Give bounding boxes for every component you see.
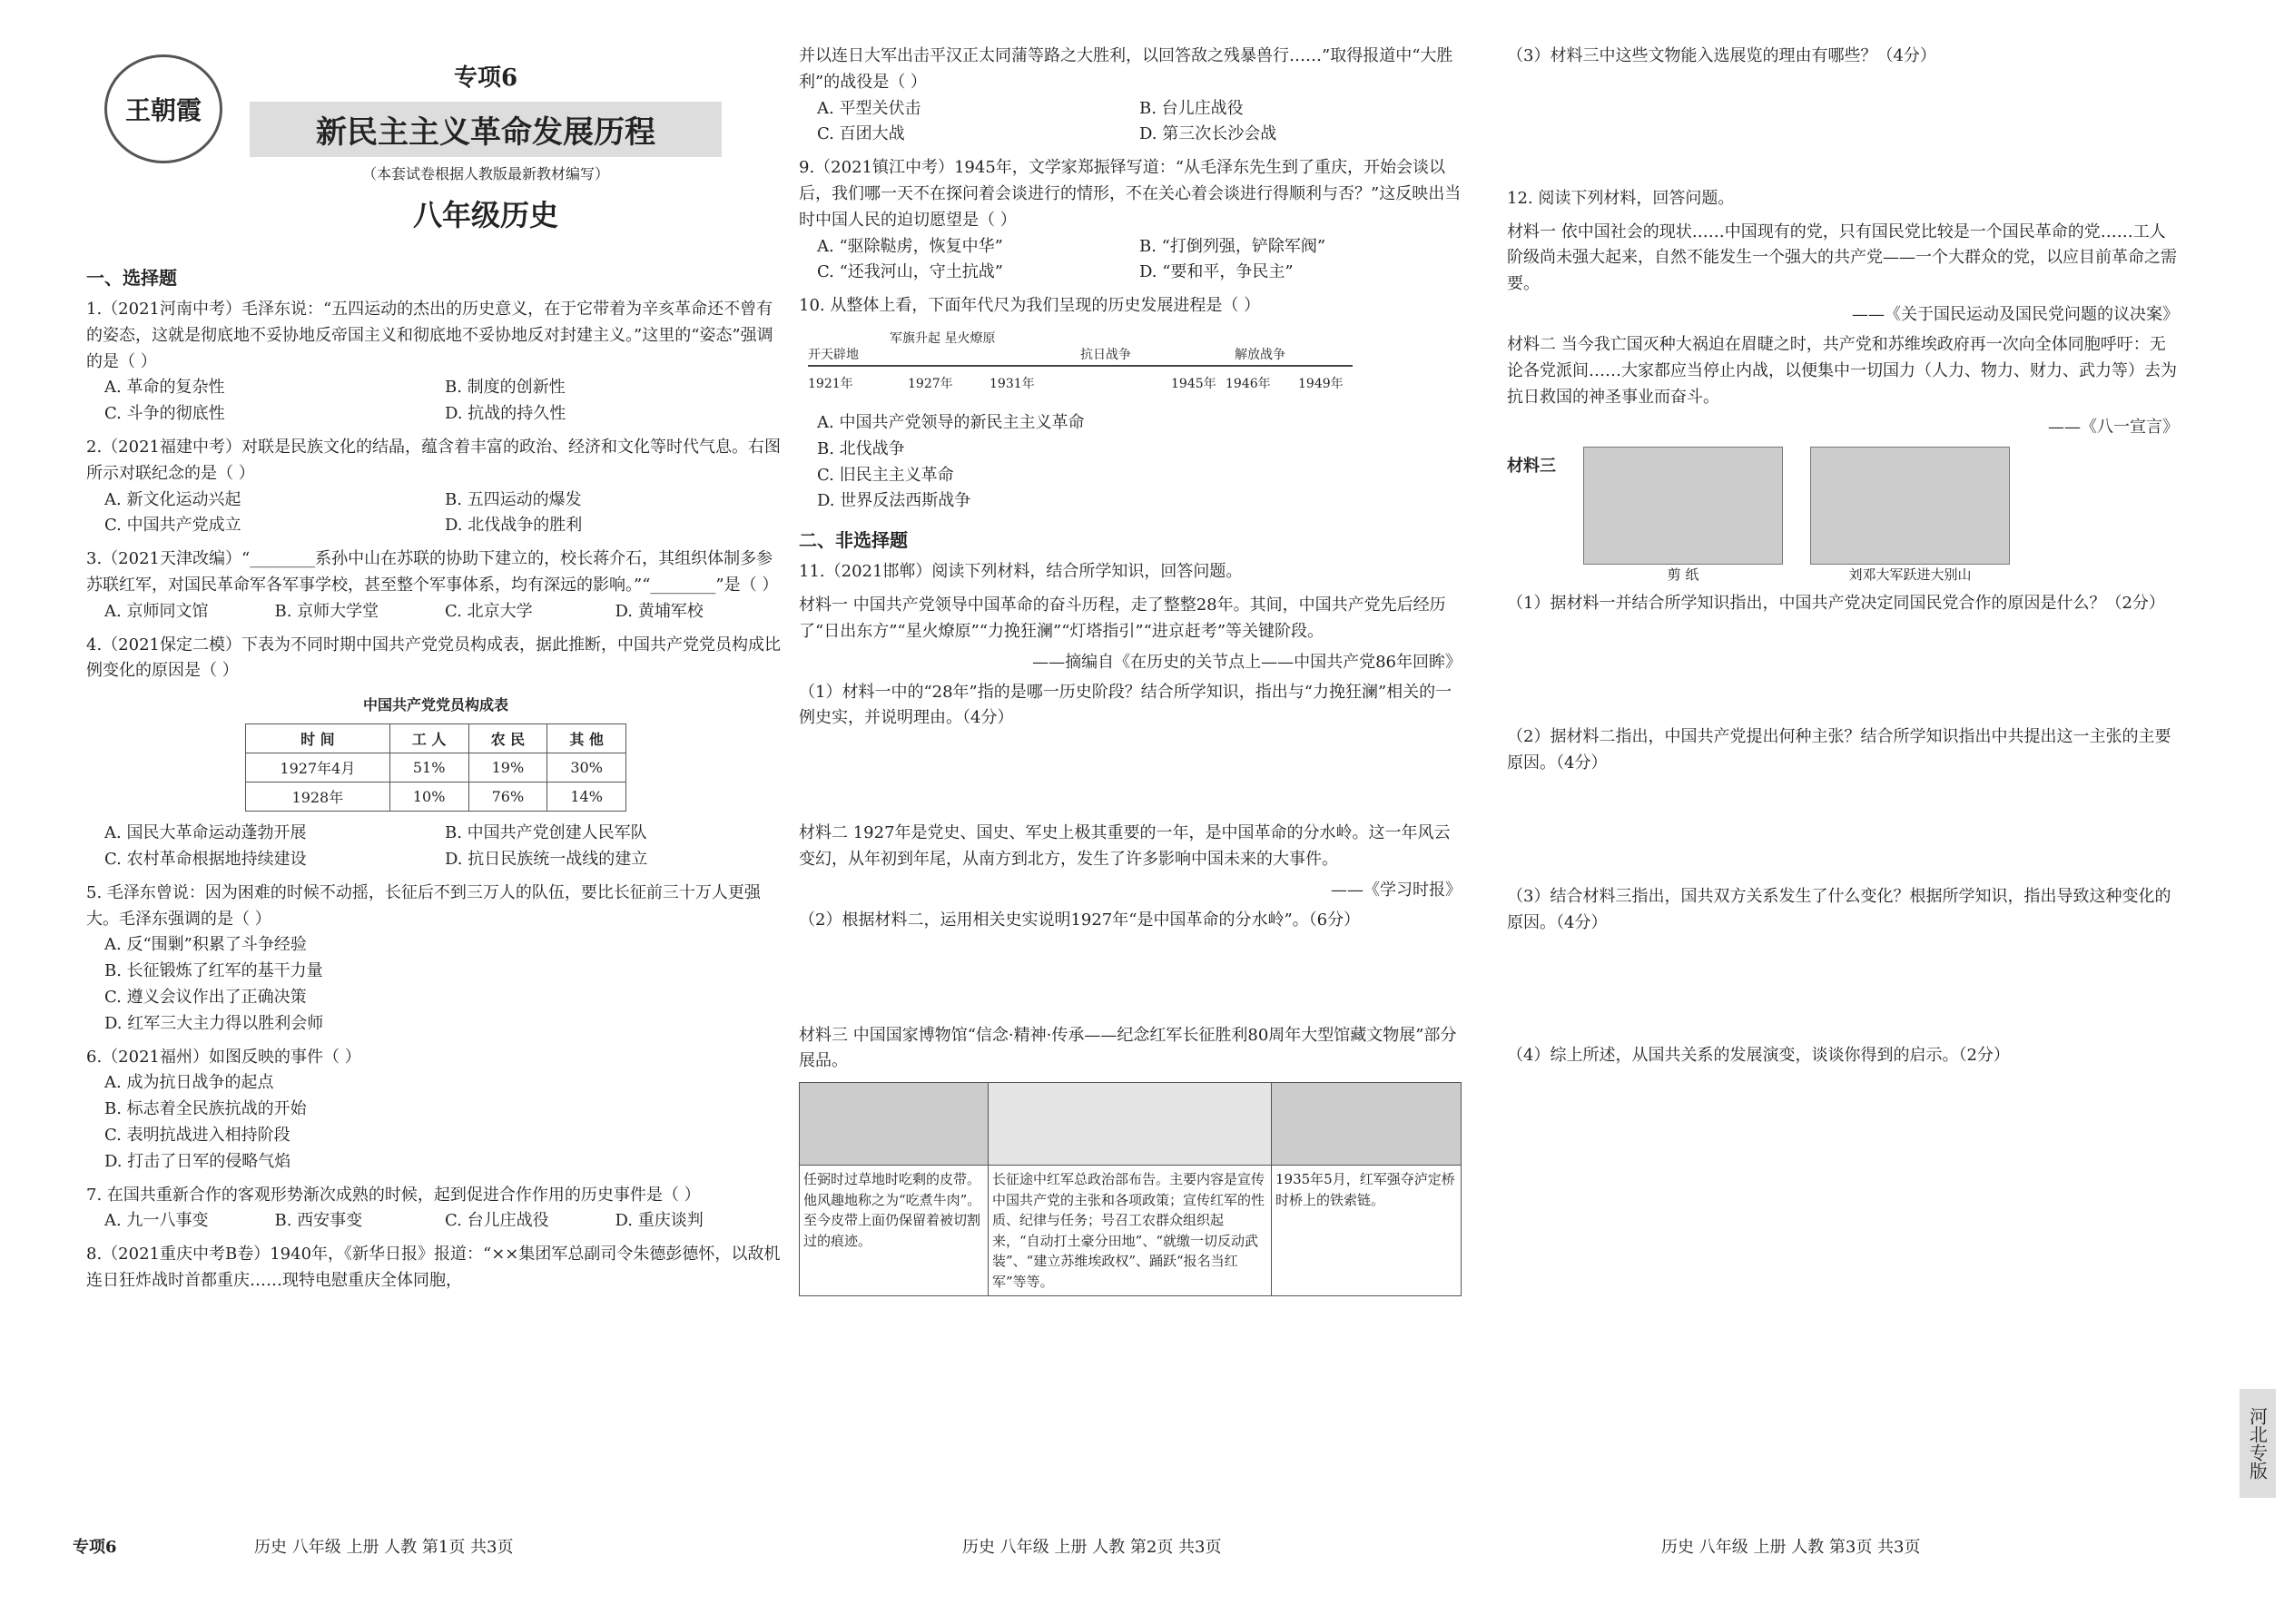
column-2 — [799, 36, 1462, 1525]
table-cell: 10% — [389, 782, 468, 812]
question-9: 9.（2021镇江中考）1945年，文学家郑振铎写道：“从毛泽东先生到了重庆，开始会谈以后，我们哪一天不在探问着会谈进行的情形，不在关心着会谈进行得顺利与否？”这反映出当时中国人民的迫切愿望是（ ） — [799, 158, 1462, 230]
table-caption: 中国共产党党员构成表 — [362, 696, 508, 714]
table-row — [246, 753, 626, 782]
table-header: 农 民 — [468, 724, 547, 753]
question-12-2: （2）据材料二指出，中国共产党提出何种主张？结合所学知识指出中共提出这一主张的主要原因。（4分） — [1507, 727, 2171, 773]
exhibit-image — [1272, 1083, 1461, 1165]
question-2: 2.（2021福建中考）对联是民族文化的结晶，蕴含着丰富的政治、经济和文化等时代气息。右图所示对联纪念的是（ ） — [86, 437, 781, 483]
option: B. 中国共产党创建人民军队 — [445, 823, 647, 843]
question-6: 6.（2021福州）如图反映的事件（ ） — [86, 1047, 361, 1067]
material-3-label: 材料三 — [1507, 457, 1556, 477]
option: A. 国民大革命运动蓬勃开展 — [104, 823, 307, 843]
material-1-source: ——摘编自《在历史的关节点上——中国共产党86年回眸》 — [1032, 652, 1462, 672]
material-3-row — [1507, 447, 2179, 584]
option: B. “打倒列强，铲除军阀” — [1139, 236, 1326, 256]
option: C. 北京大学 — [445, 601, 533, 621]
option: C. 表明抗战进入相持阶段 — [104, 1125, 290, 1145]
subtitle: （本套试卷根据人教版最新教材编写） — [361, 165, 609, 182]
footer-page-2: 历史 八年级 上册 人教 第2页 共3页 — [962, 1538, 1222, 1557]
question-1: 1.（2021河南中考）毛泽东说：“五四运动的杰出的历史意义，在于它带着为辛亥革命还不曾有的姿态，这就是彻底地不妥协地反帝国主义和彻底地不妥协地反对封建主义。”这里的“姿态”强调的是（ ） — [86, 300, 773, 371]
answer-space — [799, 934, 1462, 1016]
timeline-year: 1927年 — [908, 376, 953, 391]
option: D. 北伐战争的胜利 — [445, 516, 583, 536]
figure-caption: 刘邓大军跃进大别山 — [1848, 566, 1972, 584]
material-3: 材料三 中国国家博物馆“信念·精神·传承——纪念红军长征胜利80周年大型馆藏文物展”部分展品。 — [799, 1025, 1457, 1071]
exhibits-table — [799, 1082, 1462, 1296]
timeline-year: 1921年 — [808, 376, 853, 391]
title-block — [250, 59, 722, 234]
option: D. 抗日民族统一战线的建立 — [445, 849, 648, 869]
answer-space — [1507, 777, 2179, 877]
q6-options — [86, 1070, 785, 1175]
table-header: 其 他 — [547, 724, 626, 753]
option: D. 红军三大主力得以胜利会师 — [104, 1013, 324, 1033]
table-cell: 30% — [547, 753, 626, 782]
option: A. 京师同文馆 — [104, 601, 209, 621]
question-11-1: （1）材料一中的“28年”指的是哪一历史阶段？结合所学知识，指出与“力挽狂澜”相关的一例史实，并说明理由。（4分） — [799, 682, 1452, 728]
option: C. 百团大战 — [817, 124, 905, 144]
question-8: 8.（2021重庆中考B卷）1940年，《新华日报》报道：“××集团军总副司令朱德彭德怀，以敌机连日狂炸战时首都重庆……现特电慰重庆全体同胞， — [86, 1245, 781, 1290]
answer-space — [1507, 70, 2179, 179]
material-2-source: ——《八一宣言》 — [2048, 418, 2179, 438]
q8-options — [799, 96, 1462, 149]
exhibit-image — [800, 1083, 989, 1165]
q2-options — [86, 487, 785, 540]
option: D. 打击了日军的侵略气焰 — [104, 1151, 291, 1171]
question-11: 11.（2021邯郸）阅读下列材料，结合所学知识，回答问题。 — [799, 562, 1243, 582]
answer-space — [799, 732, 1462, 813]
option: D. 抗战的持久性 — [445, 404, 566, 424]
footer-tag: 专项6 — [73, 1538, 117, 1557]
exhibit-image — [989, 1083, 1272, 1165]
material-2-source: ——《学习时报》 — [1331, 880, 1462, 900]
question-11-3: （3）材料三中这些文物能入选展览的理由有哪些？（4分） — [1507, 46, 1936, 65]
timeline-year: 1946年 — [1226, 376, 1271, 391]
option: B. 西安事变 — [274, 1211, 363, 1231]
option: A. 革命的复杂性 — [104, 378, 225, 398]
option: B. 五四运动的爆发 — [445, 489, 582, 509]
q7-options — [86, 1208, 785, 1235]
option: B. 台儿庄战役 — [1139, 98, 1244, 118]
material-2: 材料二 当今我亡国灭种大祸迫在眉睫之时，共产党和苏维埃政府再一次向全体同胞呼吁：无论各党派间……大家都应当停止内战，以便集中一切国力（人力、物力、财力、武力等）去为抗日救国的神圣事业而奋斗。 — [1507, 334, 2177, 407]
material-1: 材料一 中国共产党领导中国革命的奋斗历程，走了整整28年。其间，中国共产党先后经历了“日出东方”“星火燎原”“力挽狂澜”“灯塔指引”“进京赶考”等关键阶段。 — [799, 595, 1446, 641]
exhibit-desc: 长征途中红军总政治部布告。主要内容是宣传中国共产党的主张和各项政策；宣传红军的性质、纪律与任务；号召工农群众组织起来，“自动打土豪分田地”、“就缴一切反动武装”、“建立苏维埃政权”、踊跃“报名当红军”等等。 — [989, 1165, 1272, 1295]
question-5: 5. 毛泽东曾说：因为困难的时候不动摇，长征后不到三万人的队伍，要比长征前三十万人更强大。毛泽东强调的是（ ） — [86, 882, 761, 929]
option: A. 平型关伏击 — [817, 98, 921, 118]
question-3: 3.（2021天津改编）“________系孙中山在苏联的协助下建立的，校长蒋介石，其组织体制多参苏联红军，对国民革命军各军事学校，甚至整个军事体系，均有深远的影响。”“________”是（ ） — [86, 549, 779, 595]
timeline-label: 抗日战争 — [1080, 347, 1131, 362]
option: B. 长征锻炼了红军的基干力量 — [104, 961, 323, 981]
option: C. 旧民主主义革命 — [817, 465, 954, 485]
timeline-axis — [808, 365, 1353, 367]
option: A. “驱除鞑虏，恢复中华” — [817, 236, 1003, 256]
material-2: 材料二 1927年是党史、国史、军史上极其重要的一年，是中国革命的分水岭。这一年风云变幻，从年初到年尾，从南方到北方，发生了许多影响中国未来的大事件。 — [799, 823, 1451, 869]
option: D. 黄埔军校 — [615, 601, 704, 621]
option: B. 北伐战争 — [817, 438, 905, 458]
question-12-1: （1）据材料一并结合所学知识指出，中国共产党决定同国民党合作的原因是什么？（2分） — [1507, 594, 2165, 614]
option: B. 京师大学堂 — [274, 601, 379, 621]
timeline-year: 1945年 — [1171, 376, 1216, 391]
option: A. 成为抗日战争的起点 — [104, 1073, 274, 1093]
option: A. 反“围剿”积累了斗争经验 — [104, 935, 307, 955]
option: C. 农村革命根据地持续建设 — [104, 849, 307, 869]
figure-caption: 剪 纸 — [1667, 566, 1699, 584]
question-12: 12. 阅读下列材料，回答问题。 — [1507, 188, 1735, 208]
option: C. 斗争的彻底性 — [104, 404, 225, 424]
column-3 — [1507, 36, 2179, 1525]
table-row — [246, 782, 626, 812]
option: D. 第三次长沙会战 — [1139, 124, 1277, 144]
option: C. 台儿庄战役 — [445, 1211, 549, 1231]
timeline — [808, 329, 1353, 401]
q5-options — [86, 932, 785, 1037]
table-header: 工 人 — [389, 724, 468, 753]
photo-image — [1810, 447, 2010, 565]
option: C. “还我河山，守土抗战” — [817, 262, 1003, 282]
section-choice: 一、选择题 — [86, 267, 177, 289]
papercut-image — [1583, 447, 1783, 565]
timeline-label: 军旗升起 星火燎原 — [890, 330, 996, 346]
section-nonchoice: 二、非选择题 — [799, 529, 908, 552]
answer-space — [1507, 617, 2179, 717]
timeline-year: 1949年 — [1298, 376, 1344, 391]
table-header: 时 间 — [246, 724, 390, 753]
question-12-3: （3）结合材料三指出，国共双方关系发生了什么变化？根据所学知识，指出导致这种变化的原因。（4分） — [1507, 886, 2171, 932]
table-header-row — [246, 724, 626, 753]
material-1-source: ——《关于国民运动及国民党问题的议决案》 — [1852, 304, 2179, 324]
q1-options — [86, 375, 785, 428]
option: B. 标志着全民族抗战的开始 — [104, 1099, 307, 1119]
table-cell: 19% — [468, 753, 547, 782]
question-4: 4.（2021保定二模）下表为不同时期中国共产党党员构成表，据此推断，中国共产党党员构成比例变化的原因是（ ） — [86, 635, 781, 681]
question-10: 10. 从整体上看，下面年代尺为我们呈现的历史发展进程是（ ） — [799, 296, 1261, 316]
q4-options — [86, 821, 785, 873]
table-cell: 76% — [468, 782, 547, 812]
answer-space — [1507, 936, 2179, 1036]
table-cell: 1928年 — [246, 782, 390, 812]
question-12-4: （4）综上所述，从国共关系的发展演变，谈谈你得到的启示。（2分） — [1507, 1046, 2010, 1066]
exhibit-desc: 任弼时过草地时吃剩的皮带。他风趣地称之为“吃煮牛肉”。至今皮带上面仍保留着被切割过的痕迹。 — [800, 1165, 989, 1295]
q3-options — [86, 599, 785, 625]
table-cell: 51% — [389, 753, 468, 782]
table-cell: 14% — [547, 782, 626, 812]
figure — [1810, 447, 2010, 584]
timeline-label: 解放战争 — [1235, 347, 1285, 362]
option: D. 世界反法西斯战争 — [817, 491, 971, 511]
brand-badge: 王朝霞 — [104, 54, 222, 163]
footer-page-1: 历史 八年级 上册 人教 第1页 共3页 — [254, 1538, 514, 1557]
timeline-year: 1931年 — [989, 376, 1035, 391]
figure — [1583, 447, 1783, 584]
question-7: 7. 在国共重新合作的客观形势渐次成熟的时候，起到促进合作作用的历史事件是（ ） — [86, 1185, 701, 1205]
option: C. 遵义会议作出了正确决策 — [104, 987, 307, 1007]
q10-options — [799, 410, 1462, 515]
column-1 — [86, 36, 785, 1525]
option: A. 九一八事变 — [104, 1211, 209, 1231]
edition-label: 河北专版 — [2240, 1389, 2276, 1498]
material-1: 材料一 依中国社会的现状……中国现有的党，只有国民党比较是一个国民革命的党……工人阶级尚未强大起来，自然不能发生一个强大的共产党——一个大群众的党，以应目前革命之需要。 — [1507, 221, 2177, 294]
option: B. 制度的创新性 — [445, 378, 566, 398]
grade-title: 八年级历史 — [412, 198, 558, 232]
party-member-table — [245, 723, 626, 812]
option: A. 中国共产党领导的新民主主义革命 — [817, 412, 1085, 432]
option: D. “要和平，争民主” — [1139, 262, 1294, 282]
question-8-cont: 并以连日大军出击平汉正太同蒲等路之大胜利，以回答敌之残暴兽行……”取得报道中“大胜利”的战役是（ ） — [799, 46, 1453, 92]
timeline-label: 开天辟地 — [808, 347, 859, 362]
question-11-2: （2）根据材料二，运用相关史实说明1927年“是中国革命的分水岭”。（6分） — [799, 910, 1361, 930]
topic-label: 专项6 — [453, 64, 518, 92]
footer-page-3: 历史 八年级 上册 人教 第3页 共3页 — [1661, 1538, 1921, 1557]
option: D. 重庆谈判 — [615, 1211, 704, 1231]
option: C. 中国共产党成立 — [104, 516, 241, 536]
main-title: 新民主主义革命发展历程 — [250, 102, 722, 157]
exhibit-desc: 1935年5月，红军强夺泸定桥时桥上的铁索链。 — [1272, 1165, 1461, 1295]
option: A. 新文化运动兴起 — [104, 489, 241, 509]
q9-options — [799, 234, 1462, 287]
table-cell: 1927年4月 — [246, 753, 390, 782]
